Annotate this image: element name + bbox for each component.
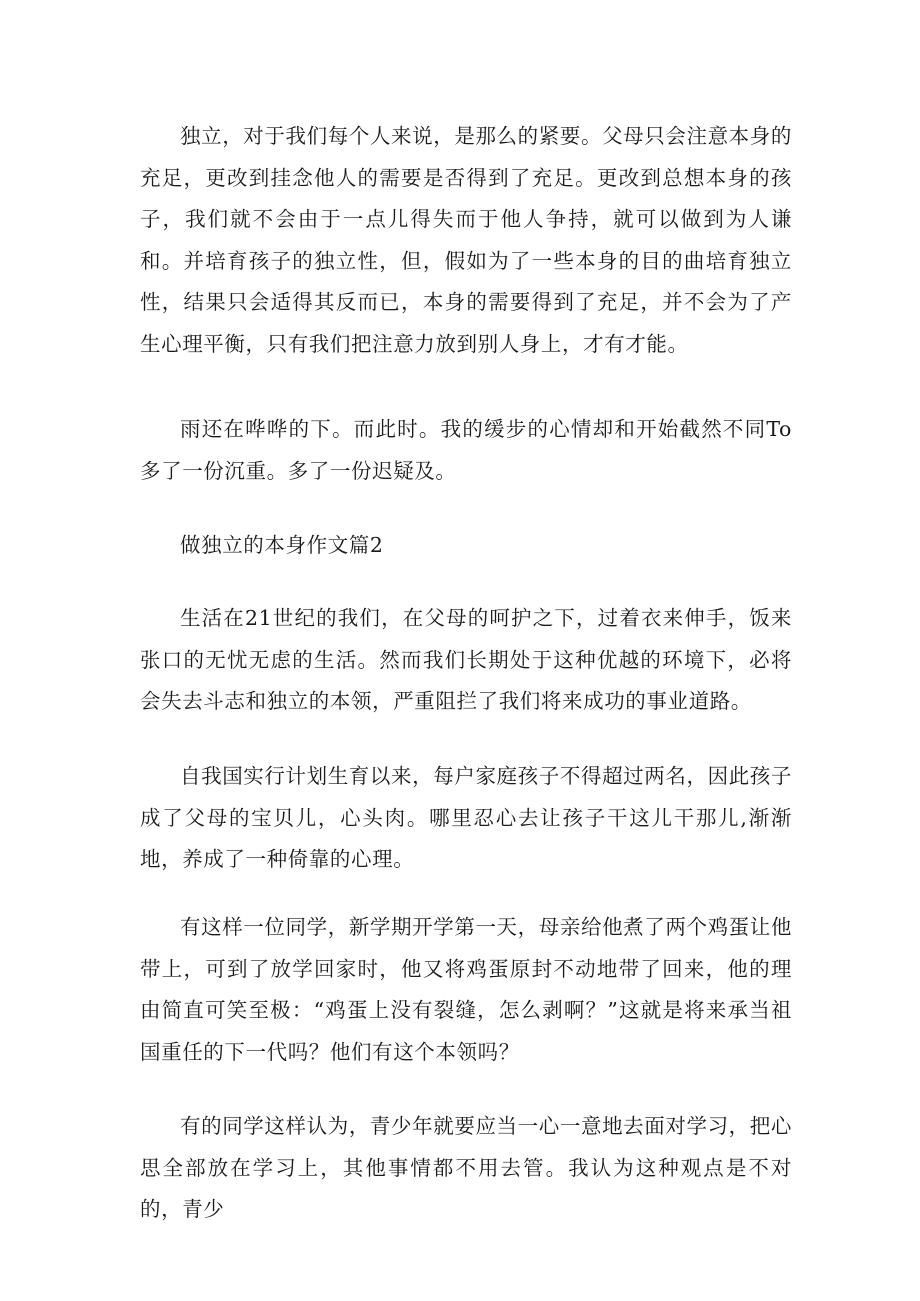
paragraph-3: 生活在21世纪的我们，在父母的呵护之下，过着衣来伸手，饭来张口的无忧无虑的生活。然而我们长期处于这种优越的环境下，必将会失去斗志和独立的本领，严重阻拦了我们将来成功的事业道路。 — [140, 606, 792, 713]
paragraph-2: 雨还在哗哗的下。而此时。我的缓步的心情却和开始截然不同To多了一份沉重。多了一份迟疑及。 — [140, 417, 792, 483]
section-heading: 做独立的本身作文篇2 — [180, 533, 384, 557]
paragraph-6: 有的同学这样认为，青少年就要应当一心一意地去面对学习，把心思全部放在学习上，其他事情都不用去管。我认为这种观点是不对的，青少 — [140, 1114, 792, 1221]
paragraph-4: 自我国实行计划生育以来，每户家庭孩子不得超过两名，因此孩子成了父母的宝贝儿，心头肉。哪里忍心去让孩子干这儿干那儿,渐渐地，养成了一种倚靠的心理。 — [140, 764, 792, 871]
paragraph-1: 独立，对于我们每个人来说，是那么的紧要。父母只会注意本身的充足，更改到挂念他人的需要是否得到了充足。更改到总想本身的孩子，我们就不会由于一点儿得失而于他人争持，就可以做到为人谦和。并培育孩子的独立性，但，假如为了一些本身的目的曲培育独立性，结果只会适得其反而已，本身的需要得到了充足，并不会为了产生心理平衡，只有我们把注意力放到别人身上，才有才能。 — [140, 124, 792, 356]
paragraph-5: 有这样一位同学，新学期开学第一天，母亲给他煮了两个鸡蛋让他带上，可到了放学回家时，他又将鸡蛋原封不动地带了回来，他的理由简直可笑至极：“鸡蛋上没有裂缝，怎么剥啊？”这就是将来承当祖国重任的下一代吗？他们有这个本领吗？ — [140, 915, 792, 1064]
